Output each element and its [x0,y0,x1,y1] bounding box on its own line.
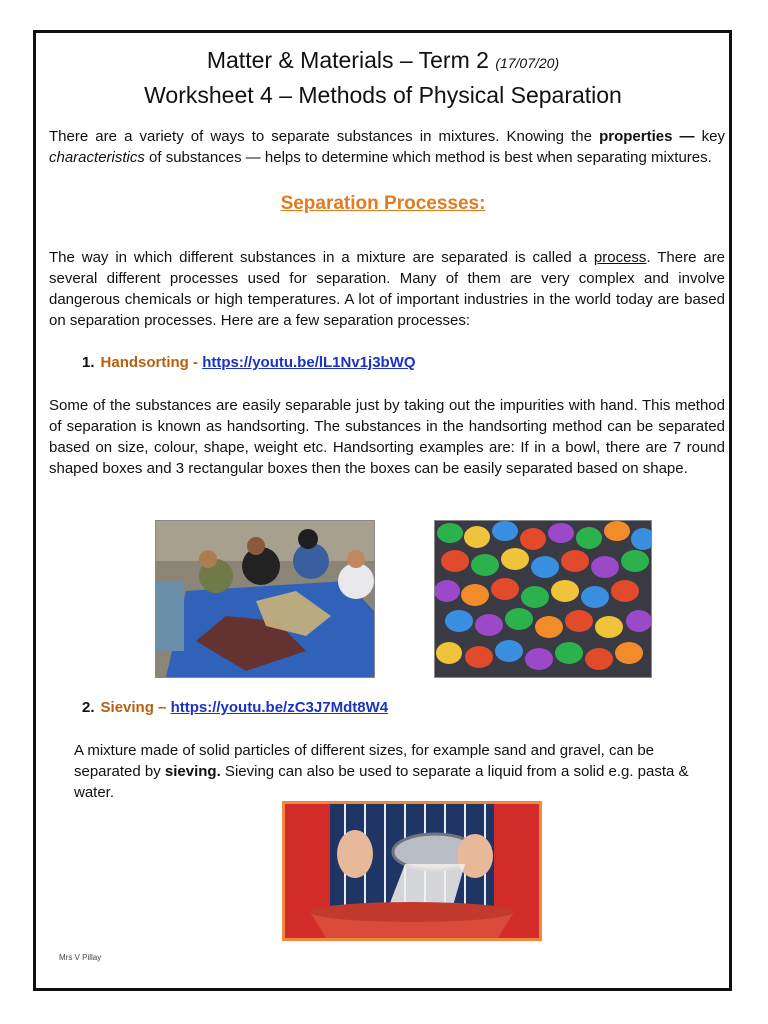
intro-text-before: There are a variety of ways to separate substances in mixtures. Knowing the [49,128,600,145]
sieving-text-before: A mixture made of solid particles of different sizes, for example sand and gravel, can be separated by [74,742,655,780]
title-date: (17/07/20) [495,55,560,71]
sieving-description [74,740,714,803]
page-subtitle: Worksheet 4 – Methods of Physical Separation [144,82,622,108]
method-separator: – [153,699,171,716]
sieving-text-after: Sieving can also be used to separate a liquid from a solid e.g. pasta & water. [74,763,689,801]
intro-italic-characteristics: characteristics [49,149,145,166]
method-number: 1. [82,354,95,371]
method-heading-handsorting [82,353,416,373]
sieving-bold: sieving. [164,763,221,780]
sieving-video-link[interactable]: https://youtu.be/zC3J7Mdt8W4 [170,699,389,716]
section-title: Separation Processes: [280,193,486,214]
method-name: Sieving [100,699,154,716]
method-name: Handsorting [100,354,189,371]
page-title [49,45,717,78]
page-border [33,30,732,991]
colorful-beads-photo [434,520,652,678]
teacher-signature: Mrs V Pillay [59,953,102,962]
process-underlined: process [593,249,647,266]
process-text-after: . There are several different processes used for separation. Many of them are very complex and involve dangerous chemicals or high temperatures. A lot of important industries in the world today are based on separation processes. Here are a few separation processes: [49,249,725,329]
handsorting-photo [155,520,375,678]
method-separator: - [188,354,203,371]
method-heading-sieving [82,698,388,718]
method-number: 2. [82,699,95,716]
process-text-before: The way in which different substances in a mixture are separated is called a [49,249,594,266]
title-text: Matter & Materials – Term 2 [206,47,489,73]
intro-text-mid: key [694,128,726,145]
intro-text-after: of substances — helps to determine which method is best when separating mixtures. [144,149,712,166]
handsorting-description: Some of the substances are easily separable just by taking out the impurities with hand. This method of separation is known as handsorting. The substances in the handsorting method can be separated based on size, colour, shape, weight etc. Handsorting examples are: If in a bowl, there are 7 round shaped boxes and 3 rectangular boxes then the boxes can be easily separated based on shape. [49,397,725,477]
process-paragraph [49,247,725,331]
intro-bold-properties: properties — [599,128,695,145]
intro-paragraph [49,126,725,168]
handsorting-video-link[interactable]: https://youtu.be/lL1Nv1j3bWQ [202,354,416,371]
sieving-photo [282,801,542,941]
